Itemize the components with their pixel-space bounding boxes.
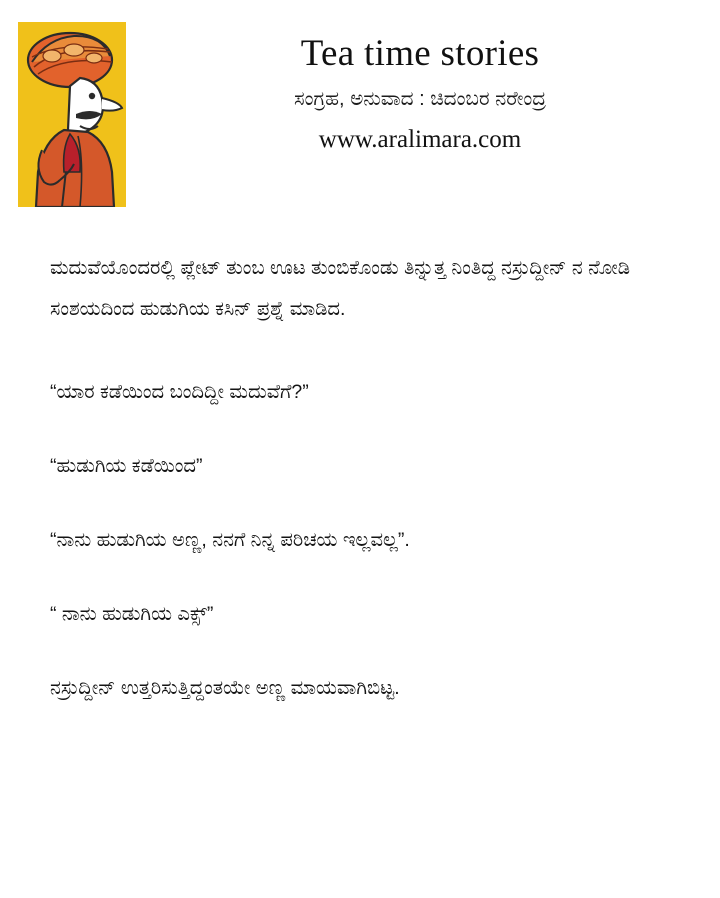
turbaned-man-illustration-icon <box>18 22 126 207</box>
story-body <box>50 248 670 709</box>
site-title-block <box>140 30 700 158</box>
site-url: www.aralimara.com <box>318 126 522 153</box>
logo-illustration <box>18 22 126 207</box>
story-paragraph: ಮದುವೆಯೊಂದರಲ್ಲಿ ಪ್ಲೇಟ್ ತುಂಬ ಊಟ ತುಂಬಿಕೊಂಡು ತಿನ್ನುತ್ತ ನಿಂತಿದ್ದ ನಸ್ರುದ್ದೀನ್ ನ ನೋಡಿ ಸಂಶಯದಿಂದ ಹುಡುಗಿಯ ಕಸಿನ್ ಪ್ರಶ್ನೆ ಮಾಡಿದ. <box>50 257 631 320</box>
story-paragraph: “ ನಾನು ಹುಡುಗಿಯ ಎಕ್ಸ್” <box>50 603 214 625</box>
story-paragraph: “ನಾನು ಹುಡುಗಿಯ ಅಣ್ಣ, ನನಗೆ ನಿನ್ನ ಪರಿಚಯ ಇಲ್ಲವಲ್ಲ”. <box>50 529 410 551</box>
site-subtitle: ಸಂಗ್ರಹ, ಅನುವಾದ : ಚಿದಂಬರ ನರೇಂದ್ರ <box>293 88 547 110</box>
story-paragraph: “ಹುಡುಗಿಯ ಕಡೆಯಿಂದ” <box>50 455 203 477</box>
story-paragraph: ನಸ್ರುದ್ದೀನ್ ಉತ್ತರಿಸುತ್ತಿದ್ದಂತಯೇ ಅಣ್ಣ ಮಾಯವಾಗಿಬಿಟ್ಟ. <box>50 677 400 699</box>
story-paragraph: “ಯಾರ ಕಡೆಯಿಂದ ಬಂದಿದ್ದೀ ಮದುವೆಗೆ?” <box>50 381 309 403</box>
document-header <box>0 0 720 215</box>
site-title: Tea time stories <box>300 33 540 74</box>
